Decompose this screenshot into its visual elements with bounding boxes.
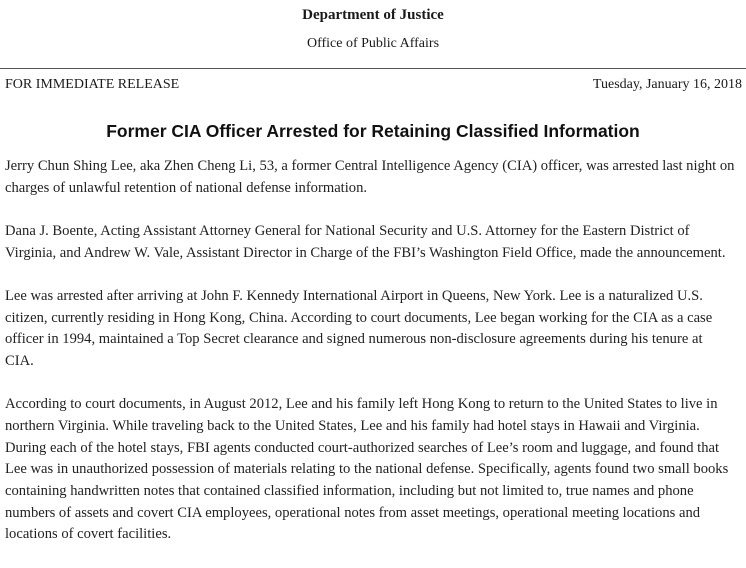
department-name: Department of Justice bbox=[302, 7, 444, 23]
press-release-headline: Former CIA Officer Arrested for Retaining Classified Information bbox=[106, 121, 640, 141]
paragraph-line: During each of the hotel stays, FBI agents conducted court-authorized searches of Lee’s room and luggage, and found that bbox=[5, 439, 720, 456]
paragraph-line: Virginia, and Andrew W. Vale, Assistant Director in Charge of the FBI’s Washington Field Office, made the announcement. bbox=[5, 244, 726, 261]
paragraph-line: containing handwritten notes that contained classified information, including but not limited to, true names and phone bbox=[5, 482, 694, 499]
paragraph-line: northern Virginia. While traveling back to the United States, Lee and his family had hotel stays in Hawaii and Virginia. bbox=[5, 417, 700, 434]
paragraph-line: numbers of assets and covert CIA employees, operational notes from asset meetings, operational meeting locations and bbox=[5, 504, 701, 521]
release-date: Tuesday, January 16, 2018 bbox=[592, 77, 742, 92]
article-body bbox=[5, 156, 745, 568]
paragraph-line: officer in 1994, maintained a Top Secret clearance and signed numerous non-disclosure agreements during his tenure at bbox=[5, 331, 703, 348]
paragraph-1 bbox=[5, 156, 745, 199]
paragraph-line: According to court documents, in August 2012, Lee and his family left Hong Kong to return to the United States to live in bbox=[5, 396, 718, 413]
paragraph-line: Jerry Chun Shing Lee, aka Zhen Cheng Li, 53, a former Central Intelligence Agency (CIA) officer, was arrested last night on bbox=[5, 158, 735, 174]
paragraph-3 bbox=[5, 286, 745, 373]
paragraph-2 bbox=[5, 221, 745, 264]
paragraph-line: charges of unlawful retention of national defense information. bbox=[5, 179, 368, 196]
paragraph-line: Lee was arrested after arriving at John F. Kennedy International Airport in Queens, New York. Lee is a naturalized U.S. bbox=[5, 287, 703, 304]
paragraph-4 bbox=[5, 394, 745, 546]
office-name: Office of Public Affairs bbox=[306, 36, 440, 51]
paragraph-line: locations of covert facilities. bbox=[5, 526, 172, 543]
paragraph-line: citizen, currently residing in Hong Kong, China. According to court documents, Lee began working for the CIA as a case bbox=[5, 309, 713, 326]
header-divider bbox=[0, 68, 746, 69]
release-info-row bbox=[5, 75, 742, 95]
paragraph-line: Dana J. Boente, Acting Assistant Attorney General for National Security and U.S. Attorney for the Eastern District of bbox=[5, 222, 690, 239]
release-label: FOR IMMEDIATE RELEASE bbox=[5, 77, 180, 92]
paragraph-line: CIA. bbox=[5, 352, 34, 369]
paragraph-line: Lee was in unauthorized possession of materials relating to the national defense. Specifically, agents found two small books bbox=[5, 461, 729, 478]
